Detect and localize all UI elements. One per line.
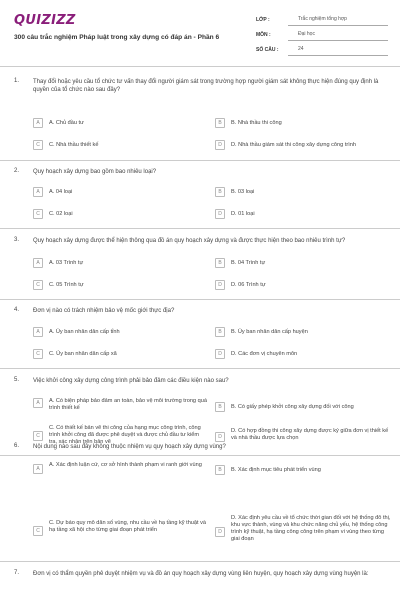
option-letter-box[interactable]: C	[33, 349, 43, 359]
question-number: 1.	[14, 78, 20, 84]
option-a[interactable]	[33, 258, 83, 268]
question-text: Nội dung nào sau đây không thuộc nhiệm vụ quy hoạch xây dựng vùng?	[33, 444, 226, 450]
question-divider	[0, 160, 400, 161]
option-letter-box[interactable]: D	[215, 280, 225, 290]
option-d[interactable]	[215, 515, 391, 543]
option-letter-box[interactable]: C	[33, 526, 43, 536]
option-d[interactable]	[215, 280, 266, 290]
option-d[interactable]	[215, 349, 297, 359]
option-text: D. Nhà thầu giám sát thi công xây dựng công trình	[231, 141, 357, 148]
option-a[interactable]	[33, 187, 72, 197]
question-divider	[0, 299, 400, 300]
option-letter-box[interactable]: A	[33, 258, 43, 268]
document-title: 300 câu trắc nghiệm Pháp luật trong xây dựng có đáp án - Phần 6	[14, 34, 220, 41]
meta-label: LỚP :	[256, 17, 270, 23]
option-text: D. Có hợp đồng thi công xây dựng được ký giữa đơn vị thiết kế và nhà thầu được lựa chọn	[231, 428, 389, 441]
option-text: A. Ủy ban nhân dân cấp tỉnh	[49, 328, 120, 335]
quizizz-logo: QUIZIZZ	[14, 13, 76, 28]
meta-label: MÔN :	[256, 32, 271, 38]
option-text: A. Xác định luận cứ, cơ sở hình thành phạm vi ranh giới vùng	[49, 462, 202, 468]
option-letter-box[interactable]: B	[215, 402, 225, 412]
option-letter-box[interactable]: A	[33, 187, 43, 197]
option-letter-box[interactable]: C	[33, 431, 43, 441]
option-text: C. 05 Trình tự	[49, 281, 84, 288]
option-letter-box[interactable]: A	[33, 464, 43, 474]
option-text: B. 03 loại	[231, 188, 255, 195]
option-text: A. Chủ đầu tư	[49, 119, 84, 126]
option-text: C. Ủy ban nhân dân cấp xã	[49, 350, 117, 357]
option-letter-box[interactable]: B	[215, 327, 225, 337]
option-text: C. 02 loại	[49, 210, 73, 217]
meta-table	[256, 11, 388, 56]
question-number: 5.	[14, 377, 20, 383]
question-divider	[0, 561, 400, 562]
option-d[interactable]	[215, 428, 391, 442]
option-text: D. 06 Trình tự	[231, 281, 266, 288]
option-text: A. 03 Trình tự	[49, 259, 84, 266]
option-b[interactable]	[215, 258, 265, 268]
option-letter-box[interactable]: D	[215, 140, 225, 150]
option-b[interactable]	[215, 187, 254, 197]
option-text: D. Xác định yêu cầu về tổ chức thời gian đối với hệ thống đô thị, khu vực thành, vùng và khu chức năng chủ yếu, hệ thống công trình kỹ thuật, hạ tầng công công trên phạm vi vùng theo từng giai đoạn	[231, 515, 391, 542]
question-number: 6.	[14, 443, 20, 449]
question-number: 4.	[14, 307, 20, 313]
option-c[interactable]	[33, 520, 207, 536]
option-c[interactable]	[33, 280, 84, 290]
option-text: D. Các đơn vị chuyên môn	[231, 350, 298, 357]
option-b[interactable]	[215, 327, 308, 337]
option-c[interactable]	[33, 140, 98, 150]
meta-value: Đại học	[288, 26, 388, 41]
option-d[interactable]	[215, 209, 255, 219]
option-letter-box[interactable]: C	[33, 209, 43, 219]
option-b[interactable]	[215, 465, 321, 475]
option-text: B. Có giấy phép khởi công xây dựng đối với công	[231, 403, 354, 410]
meta-row-class	[256, 11, 388, 26]
page-header	[0, 0, 400, 62]
question-text: Quy hoạch xây dựng được thể hiện thông qua đồ án quy hoạch xây dựng và được thực hiện theo bao nhiêu trình tự?	[33, 238, 346, 244]
option-b[interactable]	[215, 118, 282, 128]
question-divider	[0, 228, 400, 229]
header-divider	[0, 66, 400, 67]
question-number: 7.	[14, 570, 20, 576]
option-d[interactable]	[215, 140, 356, 150]
option-text: A. Có biện pháp bảo đảm an toàn, bảo vệ môi trường trong quá trình thiết kế	[49, 398, 207, 411]
question-text: Quy hoạch xây dựng bao gồm bao nhiêu loại?	[33, 169, 157, 175]
option-text: D. 01 loại	[231, 210, 255, 217]
option-a[interactable]	[33, 327, 120, 337]
option-text: C. Nhà thầu thiết kế	[49, 141, 99, 148]
question-divider	[0, 368, 400, 369]
option-letter-box[interactable]: B	[215, 465, 225, 475]
meta-value: 24	[288, 41, 388, 56]
question-text: Đơn vị có thẩm quyền phê duyệt nhiệm vụ và đồ án quy hoạch xây dựng vùng liên huyện, quy hoạch xây dựng vùng huyện là:	[33, 571, 369, 577]
meta-value: Trắc nghiệm tổng hợp	[288, 11, 388, 26]
option-text: B. Ủy ban nhân dân cấp huyện	[231, 328, 308, 335]
meta-label: SỐ CÂU :	[256, 47, 279, 53]
meta-row-subject	[256, 26, 388, 41]
question-text: Đơn vị nào có trách nhiệm bảo vệ mốc giới thực địa?	[33, 308, 175, 314]
option-letter-box[interactable]: C	[33, 280, 43, 290]
option-letter-box[interactable]: A	[33, 327, 43, 337]
option-a[interactable]	[33, 118, 84, 128]
meta-row-count	[256, 41, 388, 56]
option-letter-box[interactable]: B	[215, 187, 225, 197]
option-letter-box[interactable]: D	[215, 349, 225, 359]
option-a[interactable]	[33, 398, 207, 412]
option-letter-box[interactable]: A	[33, 118, 43, 128]
option-text: B. Xác định mục tiêu phát triển vùng	[231, 466, 321, 473]
question-number: 2.	[14, 168, 20, 174]
option-text: C. Có thiết kế bản vẽ thi công của hạng mục công trình, công trình khởi công đã được phê duyệt và được chủ đầu tư kiểm tra, xác nhận trên bản vẽ	[49, 425, 201, 445]
option-letter-box[interactable]: B	[215, 118, 225, 128]
option-text: B. Nhà thầu thi công	[231, 119, 282, 126]
option-text: A. 04 loại	[49, 188, 73, 195]
option-b[interactable]	[215, 402, 354, 412]
question-number: 3.	[14, 237, 20, 243]
option-text: C. Dự báo quy mô dân số vùng, nhu cầu về hạ tầng kỹ thuật và hạ tầng xã hội cho từng giai đoạn phát triển	[49, 520, 207, 533]
option-letter-box[interactable]: D	[215, 432, 225, 442]
option-letter-box[interactable]: C	[33, 140, 43, 150]
option-letter-box[interactable]: B	[215, 258, 225, 268]
option-text: B. 04 Trình tự	[231, 259, 266, 266]
option-a[interactable]	[33, 462, 207, 474]
option-letter-box[interactable]: D	[215, 209, 225, 219]
option-c[interactable]	[33, 209, 73, 219]
option-letter-box[interactable]: A	[33, 398, 43, 408]
question-text: Việc khởi công xây dựng công trình phải bảo đảm các điều kiện nào sau?	[33, 378, 229, 384]
question-text: Thay đổi hoặc yêu cầu tổ chức tư vấn thay đổi người giám sát trong trường hợp người giám sát không thực hiện đúng quy định là quyền của tổ chức nào sau đây?	[33, 79, 379, 93]
question-divider	[0, 455, 400, 456]
option-letter-box[interactable]: D	[215, 527, 225, 537]
option-c[interactable]	[33, 349, 117, 359]
